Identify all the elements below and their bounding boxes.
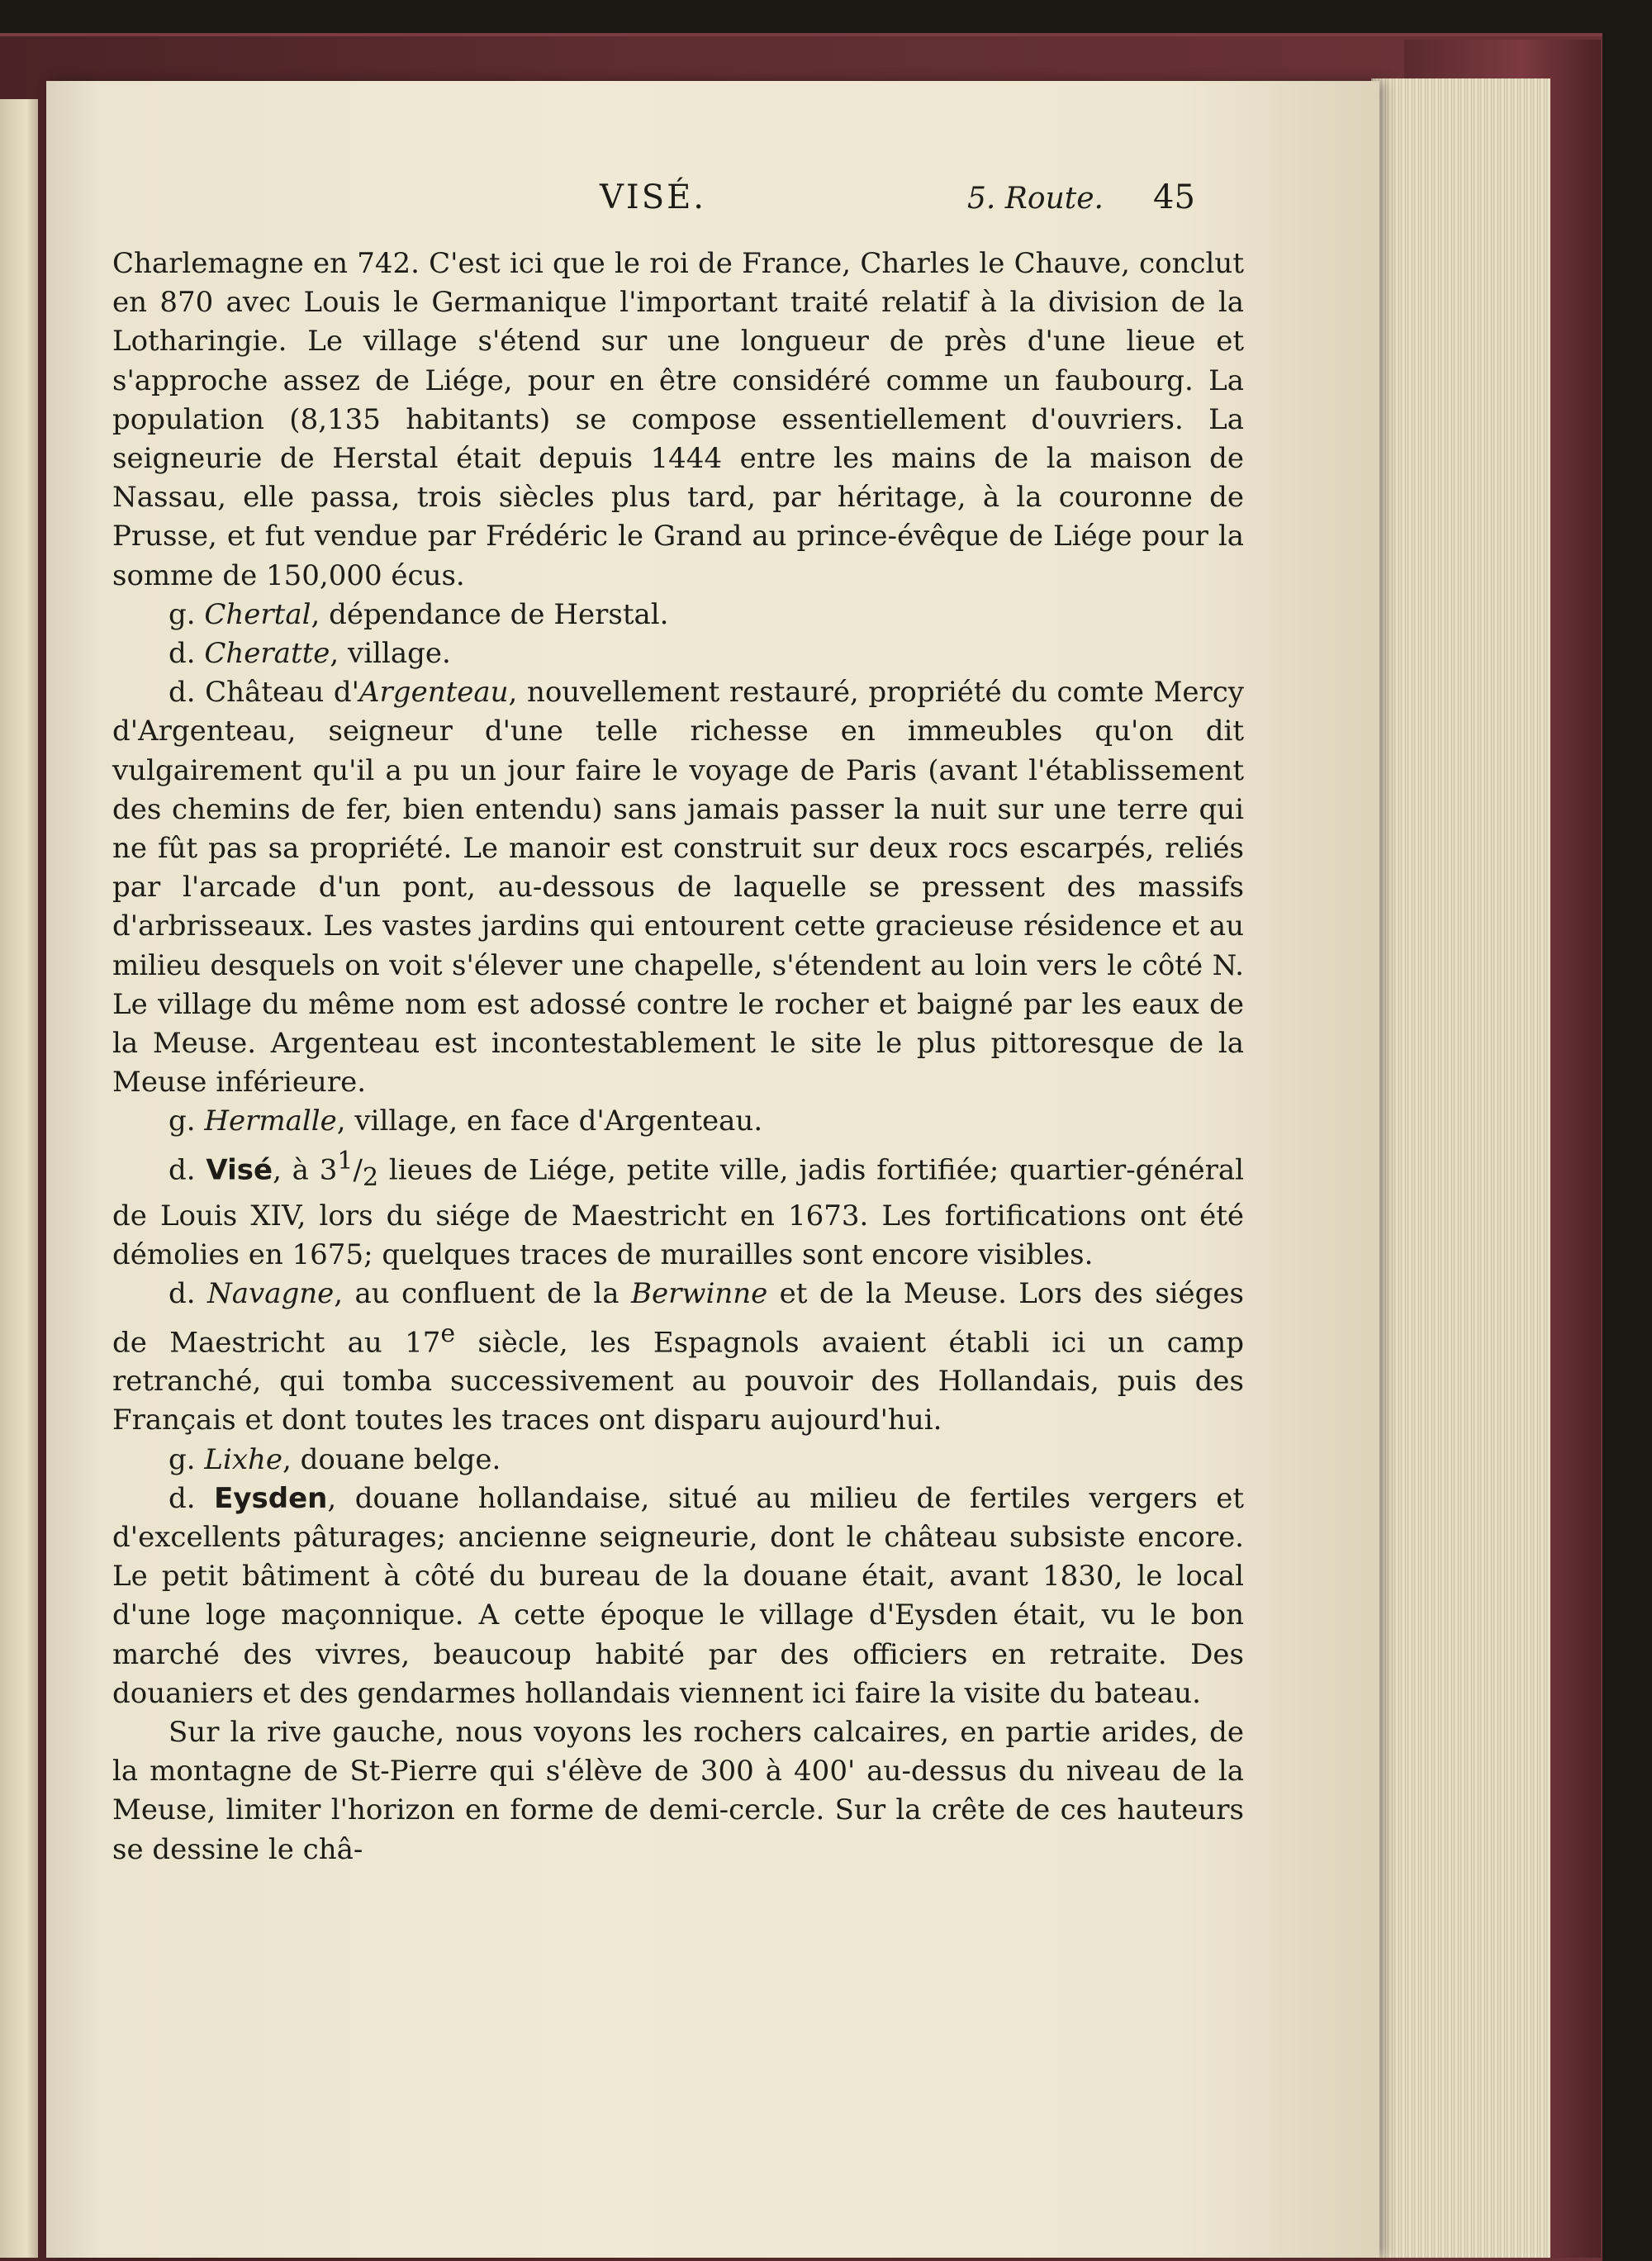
- running-head: [46, 178, 1379, 228]
- text-run: , nouvellement restauré, propriété du comte Mercy d'Argenteau, seigneur d'une telle richesse en immeubles qu'on dit vulgairement qu'il a pu un jour faire le voyage de Paris (avant l'établissement des chemins de fer, bien entendu) sans jamais passer la nuit sur une terre qui ne fût pas sa propriété. Le manoir est construit sur deux rocs escarpés, reliés par l'arcade d'un pont, au-dessous de laquelle se pressent des massifs d'arbrisseaux. Les vastes jardins qui entourent cette gracieuse résidence et au milieu desquels on voit s'élever une chapelle, s'étendent au loin vers le côté N. Le village du même nom est adossé contre le rocher et baigné par les eaux de la Meuse. Argenteau est incontestablement le site le plus pittoresque de la Meuse inférieure.: [112, 676, 1245, 1100]
- book-page: [46, 81, 1379, 2258]
- italic-term: Chertal: [204, 597, 311, 631]
- text-run: g.: [169, 597, 205, 631]
- paragraph: [112, 1713, 1244, 1869]
- paragraph: [112, 1102, 1244, 1141]
- text-run: , douane belge.: [282, 1442, 501, 1476]
- text-run: Charlemagne en 742. C'est ici que le roi de France, Charles le Chauve, conclut en 870 avec Louis le Germanique l'important traité relatif à la division de la Lotharingie. Le village s'étend sur une longueur de près d'une lieue et s'approche assez de Liége, pour en être considéré comme un faubourg. La population (8,135 habitants) se compose essentiellement d'ouvriers. La seigneurie de Herstal était depuis 1444 entre les mains de la maison de Nassau, elle passa, trois siècles plus tard, par héritage, à la couronne de Prusse, et fut vendue par Frédéric le Grand au prince-évêque de Liége pour la somme de 150,000 écus.: [112, 247, 1244, 592]
- text-run: , village.: [330, 637, 451, 671]
- text-run: , village, en face d'Argenteau.: [336, 1104, 763, 1138]
- paragraph: [112, 1441, 1244, 1480]
- fraction-slash: /: [353, 1153, 363, 1186]
- paragraph: [112, 1480, 1244, 1713]
- text-run: lieues de Liége, petite ville, jadis fortifiée; quartier-général de Louis XIV, lors du siége de Maestricht en 1673. Les fortifications ont été démolies en 1675; quelques traces de murailles sont encore visibles.: [112, 1153, 1245, 1272]
- text-run: d.: [169, 637, 205, 671]
- facing-page-edge: [0, 99, 38, 2258]
- italic-term: Navagne: [206, 1277, 335, 1311]
- text-run: g.: [169, 1104, 205, 1138]
- bold-place-name: Eysden: [214, 1481, 328, 1515]
- text-run: , à 3: [273, 1153, 338, 1186]
- text-run: , douane hollandaise, situé au milieu de fertiles vergers et d'excellents pâturages; ancienne seigneurie, dont le château subsiste encore. Le petit bâtiment à côté du bureau de la douane était, avant 1830, le local d'une loge maçonnique. A cette époque le village d'Eysden était, vu le bon marché des vivres, beaucoup habité par des officiers en retraite. Des douaniers et des gendarmes hollandais viennent ici faire la visite du bateau.: [112, 1481, 1244, 1710]
- body-text: [112, 245, 1244, 1869]
- text-run: d.: [169, 1153, 206, 1186]
- paragraph: [112, 634, 1244, 673]
- text-run: Sur la rive gauche, nous voyons les rochers calcaires, en partie arides, de la montagne de St-Pierre qui s'élève de 300 à 400' au-dessus du niveau de la Meuse, limiter l'horizon en forme de demi-cercle. Sur la crête de ces hauteurs se dessine le châ-: [112, 1715, 1244, 1866]
- italic-term: Cheratte: [204, 637, 330, 671]
- text-run: g.: [169, 1442, 205, 1476]
- page-block-edges: [1371, 78, 1550, 2258]
- superscript: e: [440, 1318, 456, 1348]
- text-run: , dépendance de Herstal.: [311, 597, 669, 631]
- paragraph: [112, 1275, 1244, 1440]
- text-run: d.: [169, 1481, 215, 1515]
- text-run: d. Château d': [169, 676, 359, 710]
- paragraph: [112, 673, 1244, 1102]
- running-title: VISÉ.: [600, 178, 707, 216]
- paragraph: [112, 596, 1244, 634]
- subscript: 2: [362, 1162, 379, 1192]
- italic-term: Argenteau: [359, 676, 509, 710]
- text-run: d.: [169, 1277, 207, 1311]
- text-run: siècle, les Espagnols avaient établi ici un camp retranché, qui tomba successivement au pouvoir des Hollandais, puis des Français et dont toutes les traces ont disparu aujourd'hui.: [112, 1325, 1244, 1437]
- text-run: et de la Meuse. Lors des siéges de Maestricht au 17: [112, 1277, 1244, 1359]
- page-number: 45: [1153, 178, 1195, 216]
- paragraph: [112, 1142, 1244, 1275]
- bold-place-name: Visé: [206, 1153, 273, 1186]
- route-label: 5. Route.: [967, 182, 1104, 216]
- italic-term: Lixhe: [204, 1442, 283, 1476]
- text-run: , au confluent de la: [334, 1277, 631, 1311]
- italic-term: Berwinne: [630, 1277, 768, 1311]
- paragraph: [112, 245, 1244, 596]
- italic-term: Hermalle: [204, 1104, 337, 1138]
- superscript: 1: [337, 1146, 354, 1176]
